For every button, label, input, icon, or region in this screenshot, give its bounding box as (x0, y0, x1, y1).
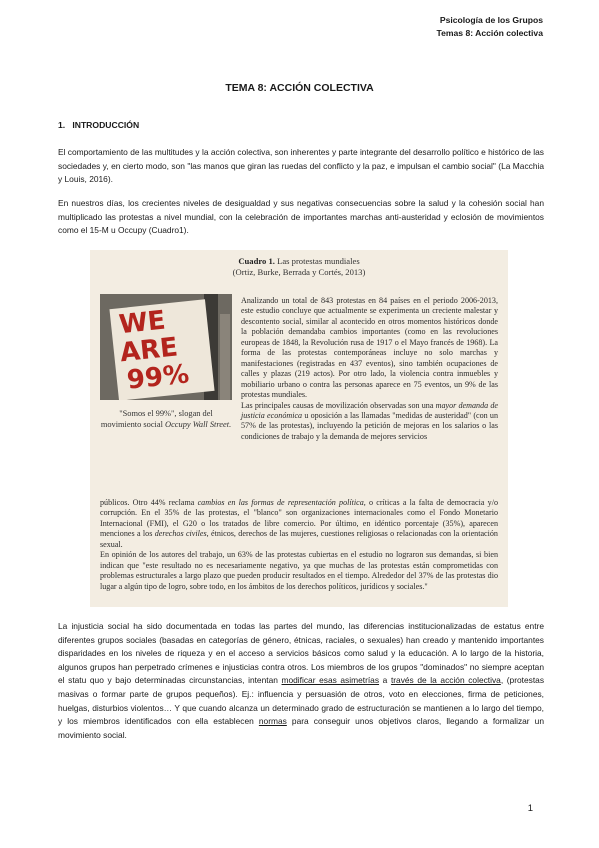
box-title (90, 256, 508, 278)
box-authors: (Ortiz, Burke, Berrada y Cortés, 2013) (232, 267, 366, 277)
paragraph-intro: El comportamiento de las multitudes y la acción colectiva, son inherentes y parte integrante del desarrollo político e histórico de las sociedades y, en cierto modo, son "las manos que giran las ruedas del conflicto y la paz, e impulsan el cambio social" (La Macchia y Louis, 2016). (58, 147, 544, 185)
sign-text: WE (117, 305, 167, 341)
page-number: 1 (527, 803, 533, 814)
section-number: 1. (58, 120, 66, 130)
photo-figure (220, 314, 230, 400)
section-label: INTRODUCCIÓN (72, 120, 140, 130)
underlined-phrase: través de la acción colectiva (390, 675, 501, 686)
paragraph-inequality: En nuestros días, los crecientes niveles de desigualdad y sus negativas consecuencias sobre la salud y la cohesión social han multiplicado las protestas a nivel mundial, con la celebración de importantes marchas anti-austeridad y eclosión de movimientos como el 15-M u Occupy (Cuadro1). (58, 198, 544, 236)
box-paragraph: Las principales causas de movilización observadas son una mayor demanda de justicia económica u oposición a las llamadas "medidas de austeridad" (con un 57% de las protestas), incluyendo la petición de mejoras en los salarios o las condiciones de trabajo y la demanda de mejores servicios (241, 400, 499, 441)
running-header (436, 14, 543, 40)
page-title: TEMA 8: ACCIÓN COLECTIVA (225, 82, 374, 94)
box-label: Cuadro 1. (238, 256, 275, 266)
protest-sign (109, 299, 214, 400)
underlined-phrase: modificar esas asimetrías (281, 675, 380, 686)
sign-text: ARE (118, 332, 180, 369)
box-paragraph: Analizando un total de 843 protestas en 84 países en el periodo 2006-2013, este estudio concluye que actualmente se experimenta un creciente malestar y descontento social, similar al acontecido en otros momentos históricos donde la población demandaba cambios importantes (como en las revoluciones europeas de 1848, la Revolución rusa de 1917 o el Mayo francés de 1968). La forma de las protestas contemporáneas incluye no solo marchas y manifestaciones (registradas en 437 eventos), sino también ocupaciones de calles y plazas (219 actos). Por otro lado, la violencia contra inmuebles y mobiliario urbano o contra las personas aparece en 75 eventos, un 9% de las protestas mundiales. (241, 296, 498, 400)
section-heading (58, 120, 139, 130)
header-topic: Temas 8: Acción colectiva (436, 28, 543, 38)
photo-caption: "Somos el 99%", slogan del movimiento social Occupy Wall Street. (100, 409, 232, 429)
box-text-full (100, 498, 498, 592)
paragraph-social-injustice: La injusticia social ha sido documentada en todas las partes del mundo, las diferencias institucionalizadas de estatus entre diferentes grupos sociales (basadas en categorías de género, étnicas, raciales, o sexuales) han creado y mantenido importantes disparidades en los niveles de riqueza y en el acceso a servicios básicos como salud y la educación. A lo largo de la historia, algunos grupos han perpetrado crímenes e injusticias contra otros. Los miembros de los grupos "dominados" no siempre aceptan el statu quo y bajo determinadas circunstancias, intentan modificar esas asimetrías a través de la acción colectiva, (protestas masivas o formar parte de grupos pequeños). Ej.: influencia y persuasión de otros, voto en elecciones, firma de peticiones, huelgas, disturbios violentos… Y que cuando alcanza un determinado grado de estructuración se mantienen a lo largo del tiempo, y los miembros identificados con ella establecen normas para conseguir unos objetivos claros, llegando a formalizar un movimiento social. (58, 621, 545, 740)
box-paragraph: En opinión de los autores del trabajo, un 63% de las protestas cubiertas en el estudio no lograron sus demandas, si bien indican que "este resultado no es necesariamente negativo, ya que muchas de las protestas están comprometidas con problemas estructurales a largo plazo que pueden producir resultados en el tiempo. Alrededor del 37% de las protestas dio lugar a algún tipo de logro, sobre todo, en los ámbitos de los derechos políticos, jurídicos y sociales." (100, 550, 498, 591)
underlined-phrase: normas (258, 716, 287, 727)
box-paragraph: públicos. Otro 44% reclama cambios en las formas de representación política, o críticas a la falta de democracia y/o corrupción. En el 35% de las protestas, el "blanco" son organizaciones internacionales como el Fondo Monetario Internacional (FMI), el G20 o los tratados de libre comercio. Por último, en idéntico porcentaje (35%), aparecen menciones a los derechos civiles, étnicos, derechos de las mujeres, cuestiones religiosas o relacionadas con la orientación sexual. (100, 498, 498, 549)
protest-photo (100, 294, 232, 400)
box-cuadro-1 (90, 250, 508, 607)
box-heading: Las protestas mundiales (277, 256, 360, 266)
box-text-column (241, 296, 498, 442)
header-course: Psicología de los Grupos (439, 15, 543, 25)
sign-text: 99% (125, 359, 191, 396)
